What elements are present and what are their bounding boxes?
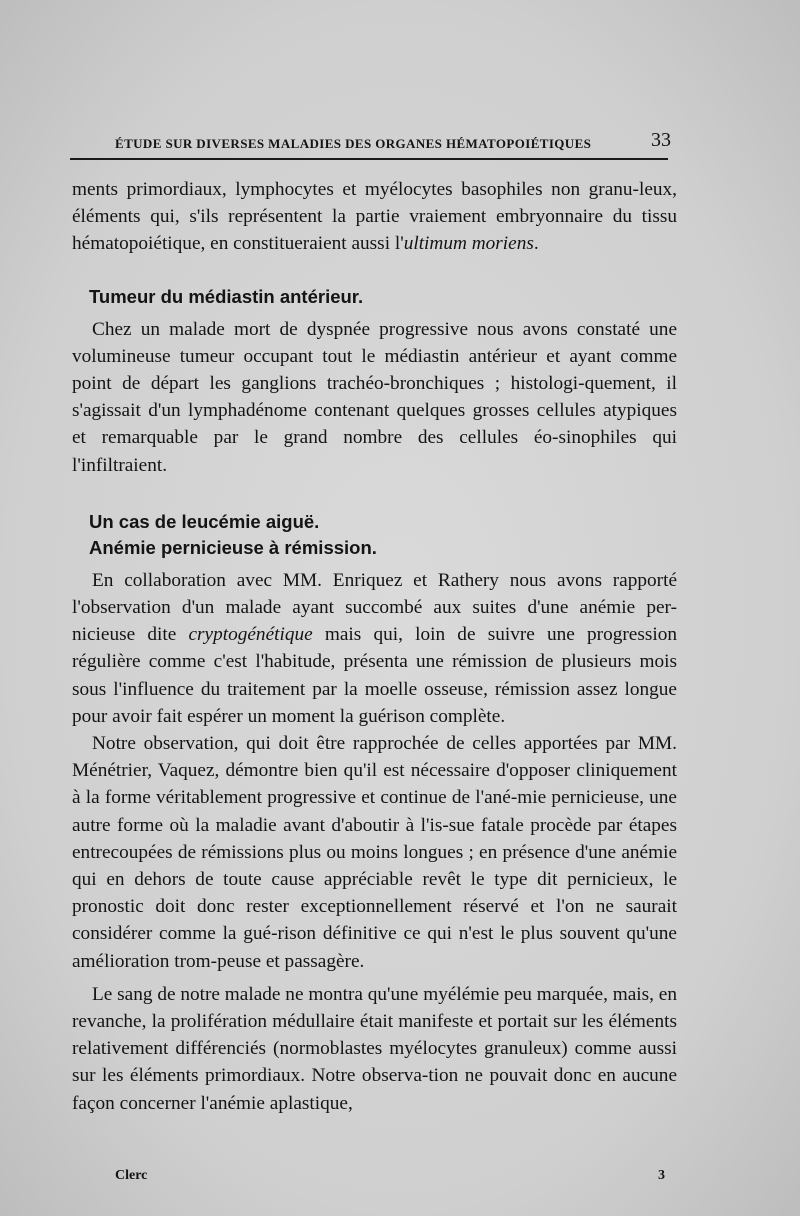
signature-mark: 3 <box>658 1168 665 1183</box>
paragraph-intro <box>72 176 677 258</box>
page-number: 33 <box>651 129 671 151</box>
heading-line-anemie: Anémie pernicieuse à rémission. <box>89 536 377 558</box>
paragraph-intro-text: ments primordiaux, lymphocytes et myélocytes basophiles non granu-leux, éléments qui, s'ils représentent la partie vraiement embryonnaire du tissu hématopoiétique, en constitueraient aussi l' <box>72 179 677 255</box>
section-heading-tumeur: Tumeur du médiastin antérieur. <box>89 285 364 307</box>
paragraph-sang: Le sang de notre malade ne montra qu'une myélémie peu marquée, mais, en revanche, la prolifération médullaire était manifeste et portait sur les éléments relativement différenciés (normoblastes myélocytes granuleux) comme aussi sur les éléments primordiaux. Notre observa-tion ne pouvait donc en aucune façon concerner l'anémie aplastique, <box>72 983 677 1114</box>
paragraph-collaboration-rest: mais qui, loin de suivre une progression régulière comme c'est l'habitude, présenta une rémission de plusieurs mois sous l'influence du traitement par la moelle osseuse, rémission assez longue pour avoir fait espérer un moment la guérison complète. <box>72 624 677 727</box>
heading-line-leucemie: Un cas de leucémie aiguë. <box>89 510 320 532</box>
ultimum-moriens-phrase: ultimum moriens <box>403 233 534 255</box>
section-heading-leucemie <box>89 509 677 561</box>
cryptogenetique-term: cryptogénétique <box>188 624 313 646</box>
paragraph-collaboration <box>72 567 677 730</box>
running-title: ÉTUDE SUR DIVERSES MALADIES DES ORGANES HÉMATOPOIÉTIQUES <box>115 136 592 151</box>
paragraph-intro-end: . <box>533 233 539 255</box>
paragraph-tumeur: Chez un malade mort de dyspnée progressive nous avons constaté une volumineuse tumeur occupant tout le médiastin antérieur et ayant comme point de départ les ganglions trachéo-bronchiques ; histologi-quement, il s'agissait d'un lymphadénome contenant quelques grosses cellules atypiques et remarquable par le grand nombre des cellules éo-sinophiles qui l'infiltraient. <box>72 318 677 476</box>
page-footer <box>115 1168 665 1184</box>
page-header <box>115 122 675 152</box>
footer-author: Clerc <box>115 1168 148 1183</box>
paragraph-observation: Notre observation, qui doit être rapprochée de celles apportées par MM. Ménétrier, Vaquez, démontre bien qu'il est nécessaire d'opposer cliniquement à la forme véritablement progressive et continue de l'ané-mie pernicieuse, une autre forme où la maladie avant d'aboutir à l'is-sue fatale procède par étapes entrecoupées de rémissions plus ou moins longues ; en présence d'une anémie qui en dehors de toute cause appréciable revêt le type dit pernicieux, le pronostic doit donc rester exceptionnellement réservé et l'on ne saurait considérer comme la gué-rison définitive ce qui n'est le plus souvent qu'une amélioration trom-peuse et passagère. <box>72 733 677 972</box>
header-rule <box>70 158 668 160</box>
paragraph-collaboration-text: En collaboration avec MM. Enriquez et Rathery nous avons rapporté l'observation d'un malade ayant succombé aux suites d'une anémie per-nicieuse dite <box>72 569 677 646</box>
body-text <box>72 176 677 1117</box>
